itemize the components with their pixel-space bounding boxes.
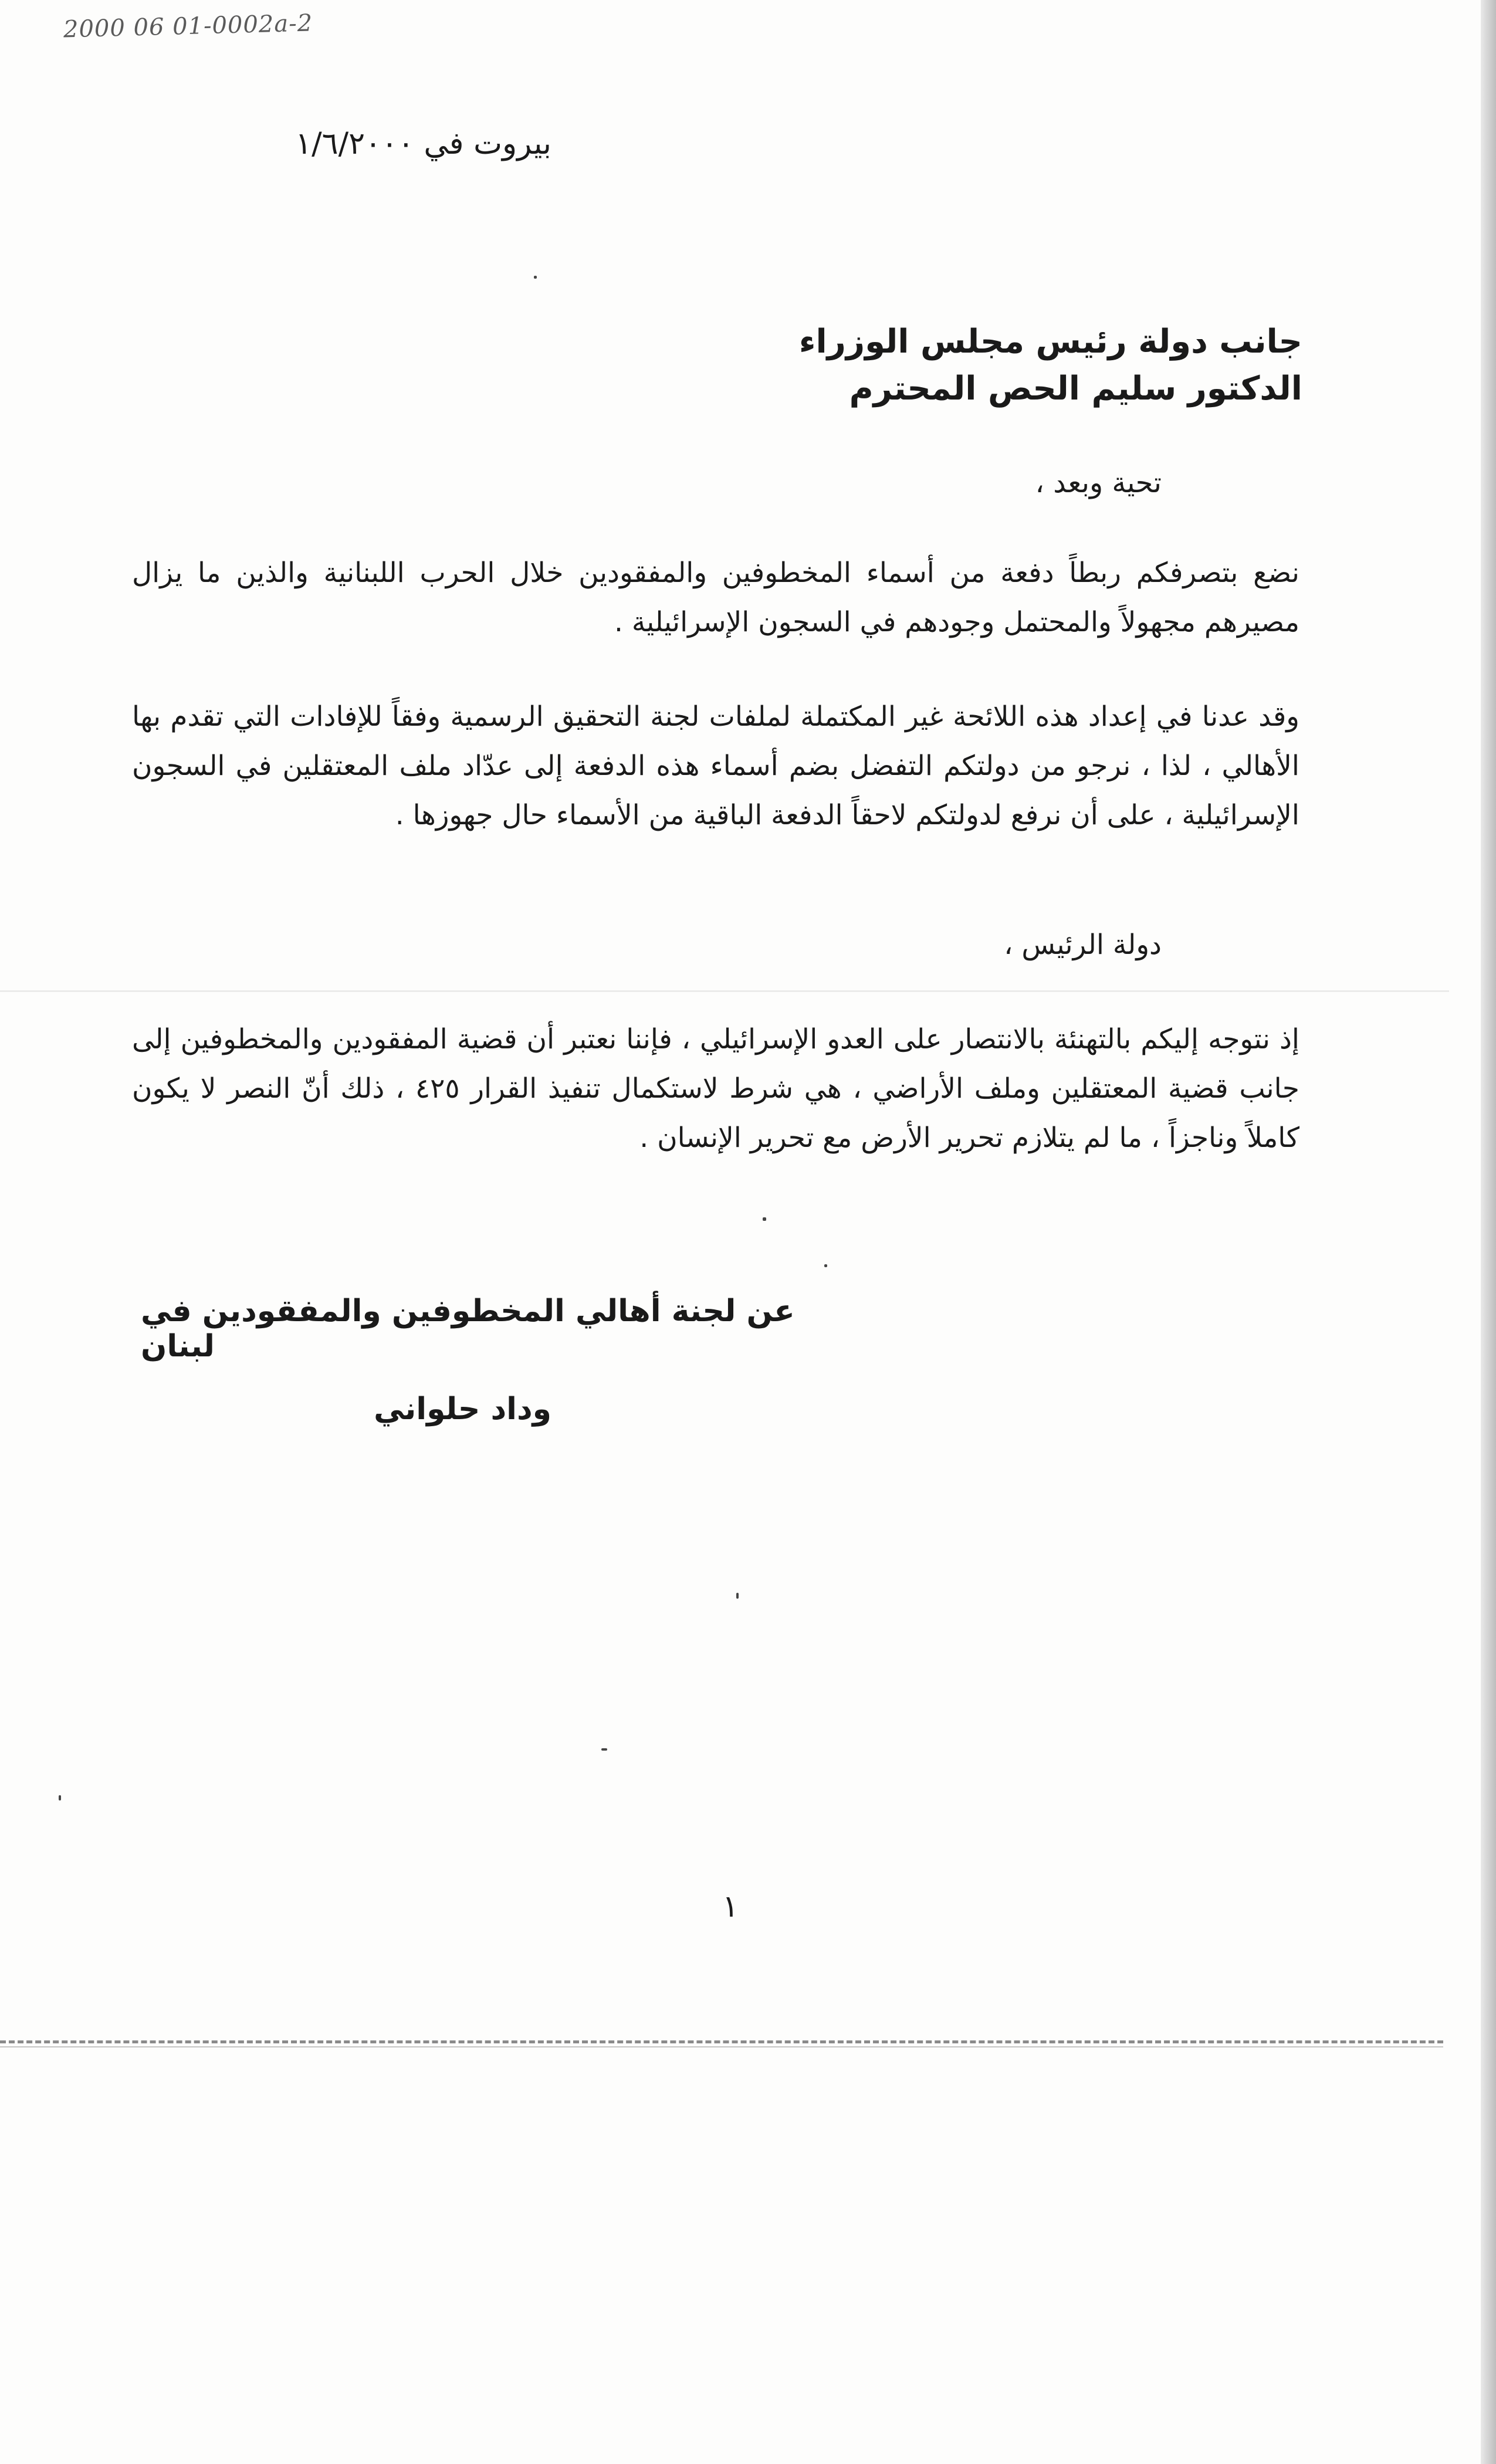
- body-paragraph-2: وقد عدنا في إعداد هذه اللائحة غير المكتملة لملفات لجنة التحقيق الرسمية وفقاً للإفادات التي تقدم بها الأهالي ، لذا ، نرجو من دولتكم التفضل بضم أسماء هذه الدفعة إلى عدّاد ملف المعتقلين في السجون الإسرائيلية ، على أن نرفع لدولتكم لاحقاً الدفعة الباقية من الأسماء حال جهوزها .: [132, 700, 1299, 831]
- letter-date: بيروت في ١/٦/٢٠٠٠: [295, 126, 551, 161]
- greeting: تحية وبعد ،: [1035, 466, 1162, 499]
- paper-fold-line: [0, 990, 1449, 992]
- body-paragraph-1: نضع بتصرفكم ربطاً دفعة من أسماء المخطوفين والمفقودين خلال الحرب اللبنانية والذين ما يزال مصيرهم مجهولاً والمحتمل وجودهم في السجون الإسرائيلية .: [132, 557, 1299, 638]
- scan-speck: [763, 1217, 766, 1221]
- page-bottom-edge-dashed: [0, 2040, 1443, 2043]
- scan-speck: [59, 1795, 61, 1800]
- addressee-title: جانب دولة رئيس مجلس الوزراء: [798, 323, 1302, 361]
- scan-speck: [601, 1748, 607, 1751]
- page-bottom-edge: [0, 2046, 1443, 2047]
- scan-speck: [736, 1593, 739, 1599]
- page-number: ١: [722, 1889, 739, 1924]
- body-paragraph-3: إذ نتوجه إليكم بالتهنئة بالانتصار على العدو الإسرائيلي ، فإننا نعتبر أن قضية المفقودين والمخطوفين إلى جانب قضية المعتقلين وملف الأراضي ، هي شرط لاستكمال تنفيذ القرار ٤٢٥ ، ذلك أنّ النصر لا يكون كاملاً وناجزاً ، ما لم يتلازم تحرير الأرض مع تحرير الإنسان .: [132, 1023, 1299, 1154]
- addressee-name: الدكتور سليم الحص المحترم: [849, 370, 1302, 408]
- scan-edge-shadow: [1481, 0, 1496, 2464]
- scan-speck: [824, 1264, 827, 1267]
- archive-reference-handwritten: 2000 06 01-0002a-2: [63, 9, 313, 43]
- salutation: دولة الرئيس ،: [1004, 929, 1162, 961]
- scan-speck: [534, 276, 537, 279]
- signature-name: وداد حلواني: [374, 1392, 551, 1427]
- signature-organization: عن لجنة أهالي المخطوفين والمفقودين في لبنان: [141, 1294, 795, 1364]
